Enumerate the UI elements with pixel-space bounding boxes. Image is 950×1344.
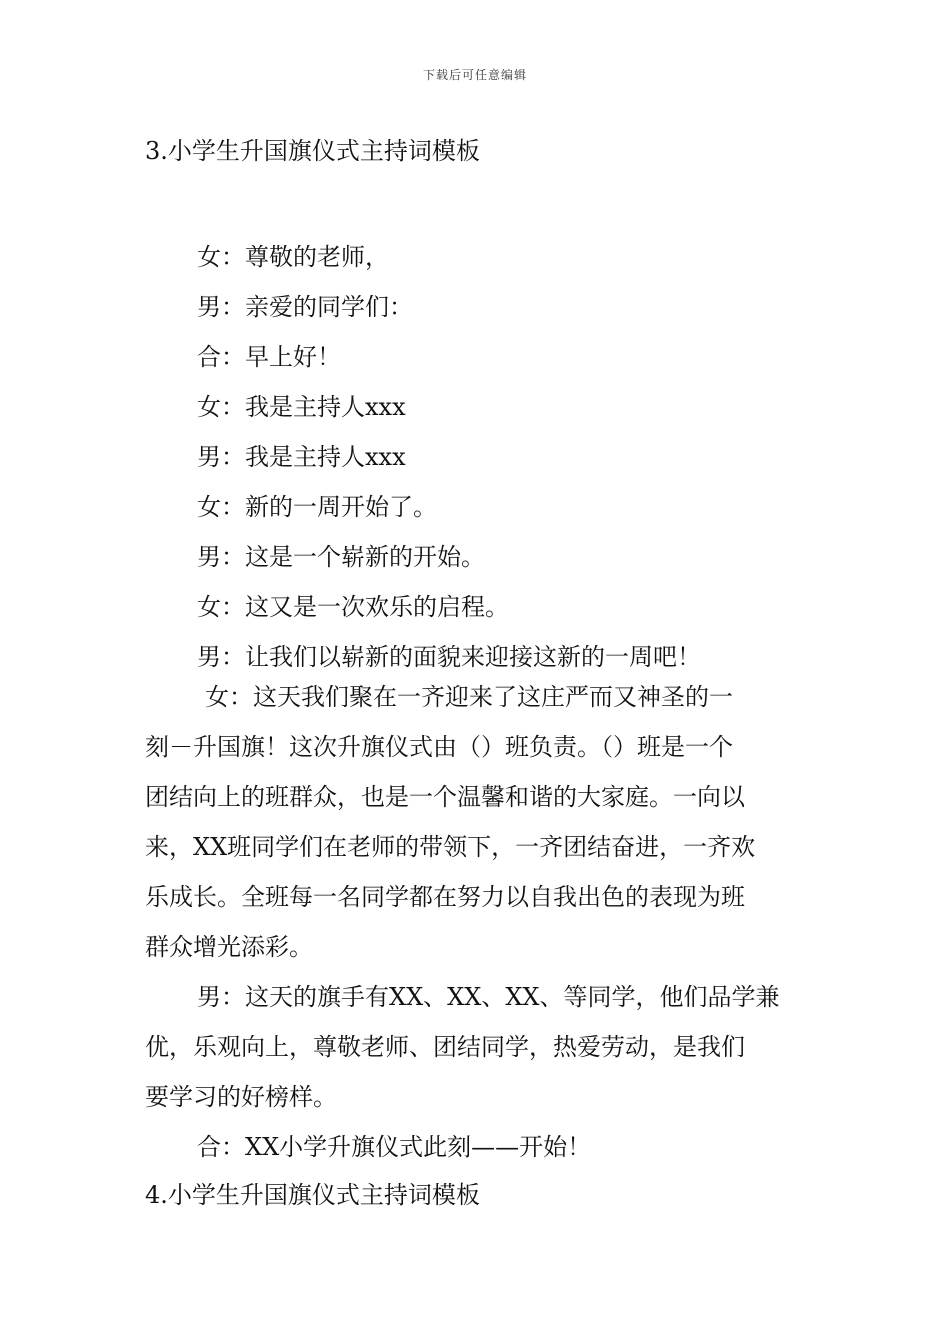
dialogue-line: 合：早上好！: [197, 343, 341, 371]
section-heading-4: 4.小学生升国旗仪式主持词模板: [145, 1181, 480, 1209]
dialogue-line: 男：我是主持人xxx: [197, 443, 406, 471]
dialogue-lines: [145, 232, 810, 682]
dialogue-line: 女：尊敬的老师，: [197, 243, 389, 271]
dialogue-line: 男：这是一个崭新的开始。: [197, 543, 485, 571]
section-heading-3: 3.小学生升国旗仪式主持词模板: [145, 137, 480, 165]
paragraph-line: 来，XX班同学们在老师的带领下，一齐团结奋进，一齐欢: [145, 833, 756, 861]
paragraph-line: 乐成长。全班每一名同学都在努力以自我出色的表现为班: [145, 883, 745, 911]
paragraph-line: 女：这天我们聚在一齐迎来了这庄严而又神圣的一: [205, 683, 733, 711]
dialogue-line: 女：我是主持人xxx: [197, 393, 406, 421]
dialogue-line: 男：让我们以崭新的面貌来迎接这新的一周吧！: [197, 643, 701, 671]
dialogue-line: 女：这又是一次欢乐的启程。: [197, 593, 509, 621]
paragraph-line: 群众增光添彩。: [145, 933, 313, 961]
paragraph-line: 优，乐观向上，尊敬老师、团结同学，热爱劳动，是我们: [145, 1033, 745, 1061]
paragraph-line: 合：XX小学升旗仪式此刻——开始！: [197, 1133, 592, 1161]
paragraph-flag-bearers: [145, 972, 810, 1122]
closing-line: [145, 1122, 810, 1172]
paragraph-line: 刻－升国旗！这次升旗仪式由（）班负责。（）班是一个: [145, 733, 733, 761]
dialogue-line: 男：亲爱的同学们：: [197, 293, 413, 321]
paragraph-line: 男：这天的旗手有XX、XX、XX、等同学，他们品学兼: [197, 983, 780, 1011]
header-note: 下载后可任意编辑: [422, 68, 527, 82]
dialogue-line: 女：新的一周开始了。: [197, 493, 437, 521]
paragraph-class-intro: [145, 672, 810, 972]
paragraph-line: 要学习的好榜样。: [145, 1083, 337, 1111]
paragraph-line: 团结向上的班群众，也是一个温馨和谐的大家庭。一向以: [145, 783, 745, 811]
